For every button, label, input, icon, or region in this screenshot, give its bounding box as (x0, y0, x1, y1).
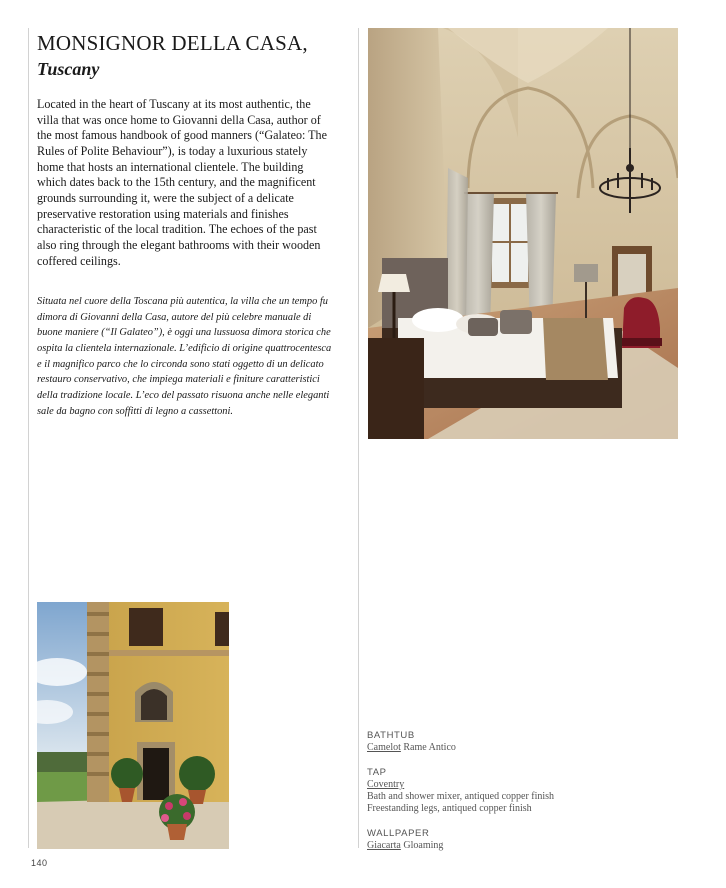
spec-tap-label: TAP (367, 767, 387, 778)
left-margin-rule (28, 28, 29, 848)
spec-bathtub-model: Rame Antico (400, 742, 456, 753)
article-subtitle: Tuscany (37, 59, 100, 79)
spec-tap-detail-1: Bath and shower mixer, antiqued copper finish (367, 791, 555, 802)
spec-tap (367, 766, 697, 815)
spec-wallpaper-label: WALLPAPER (367, 828, 430, 839)
body-text-italian: Situata nel cuore della Toscana più autentica, la villa che un tempo fu dimora di Giovanni della Casa, autore del più celebre manuale di buone maniere (“Il Galateo”), è oggi una lussuosa dimora storica che ospita la clientela internazionale. L’edificio di origine quattrocentesca e il magnifico parco che lo circonda sono stati oggetto di un delicato restauro conservativo, che impiega materiali e finiture caratteristici della tradizione locale. L’eco del passato risuona anche nelle eleganti sale da bagno con soffitti di legno a cassettoni. (37, 296, 332, 417)
column-divider-rule (358, 28, 359, 848)
article-title-block (37, 30, 347, 81)
villa-exterior-photo (37, 602, 229, 849)
spec-tap-product (367, 779, 697, 791)
article-title: MONSIGNOR DELLA CASA, (37, 31, 308, 55)
spec-wallpaper (367, 827, 697, 852)
spec-wallpaper-model: Gloaming (400, 840, 444, 851)
page-number: 140 (31, 858, 48, 868)
spec-tap-brand: Coventry (367, 779, 405, 790)
product-specs (367, 729, 697, 864)
spec-wallpaper-product (367, 840, 697, 852)
spec-bathtub-brand: Camelot (367, 742, 401, 753)
bedroom-photo (368, 28, 678, 439)
spec-bathtub-product (367, 742, 697, 754)
spec-bathtub (367, 729, 697, 754)
spec-tap-detail-2: Freestanding legs, antiqued copper finish (367, 803, 532, 814)
spec-wallpaper-brand: Giacarta (367, 840, 401, 851)
spec-bathtub-label: BATHTUB (367, 730, 415, 741)
body-text-english: Located in the heart of Tuscany at its most authentic, the villa that was once home to Giovanni della Casa, author of the most famous handbook of good manners (“Galateo: The Rules of Polite Behaviour”), is today a luxurious stately home that hosts an international clientele. The building which dates back to the 15th century, and the magnificent grounds surrounding it, were the subject of a delicate preservative restoration using materials and finishes characteristic of the local tradition. The echoes of the past also ring through the elegant bathrooms with their wooden coffered ceilings. (37, 97, 327, 268)
